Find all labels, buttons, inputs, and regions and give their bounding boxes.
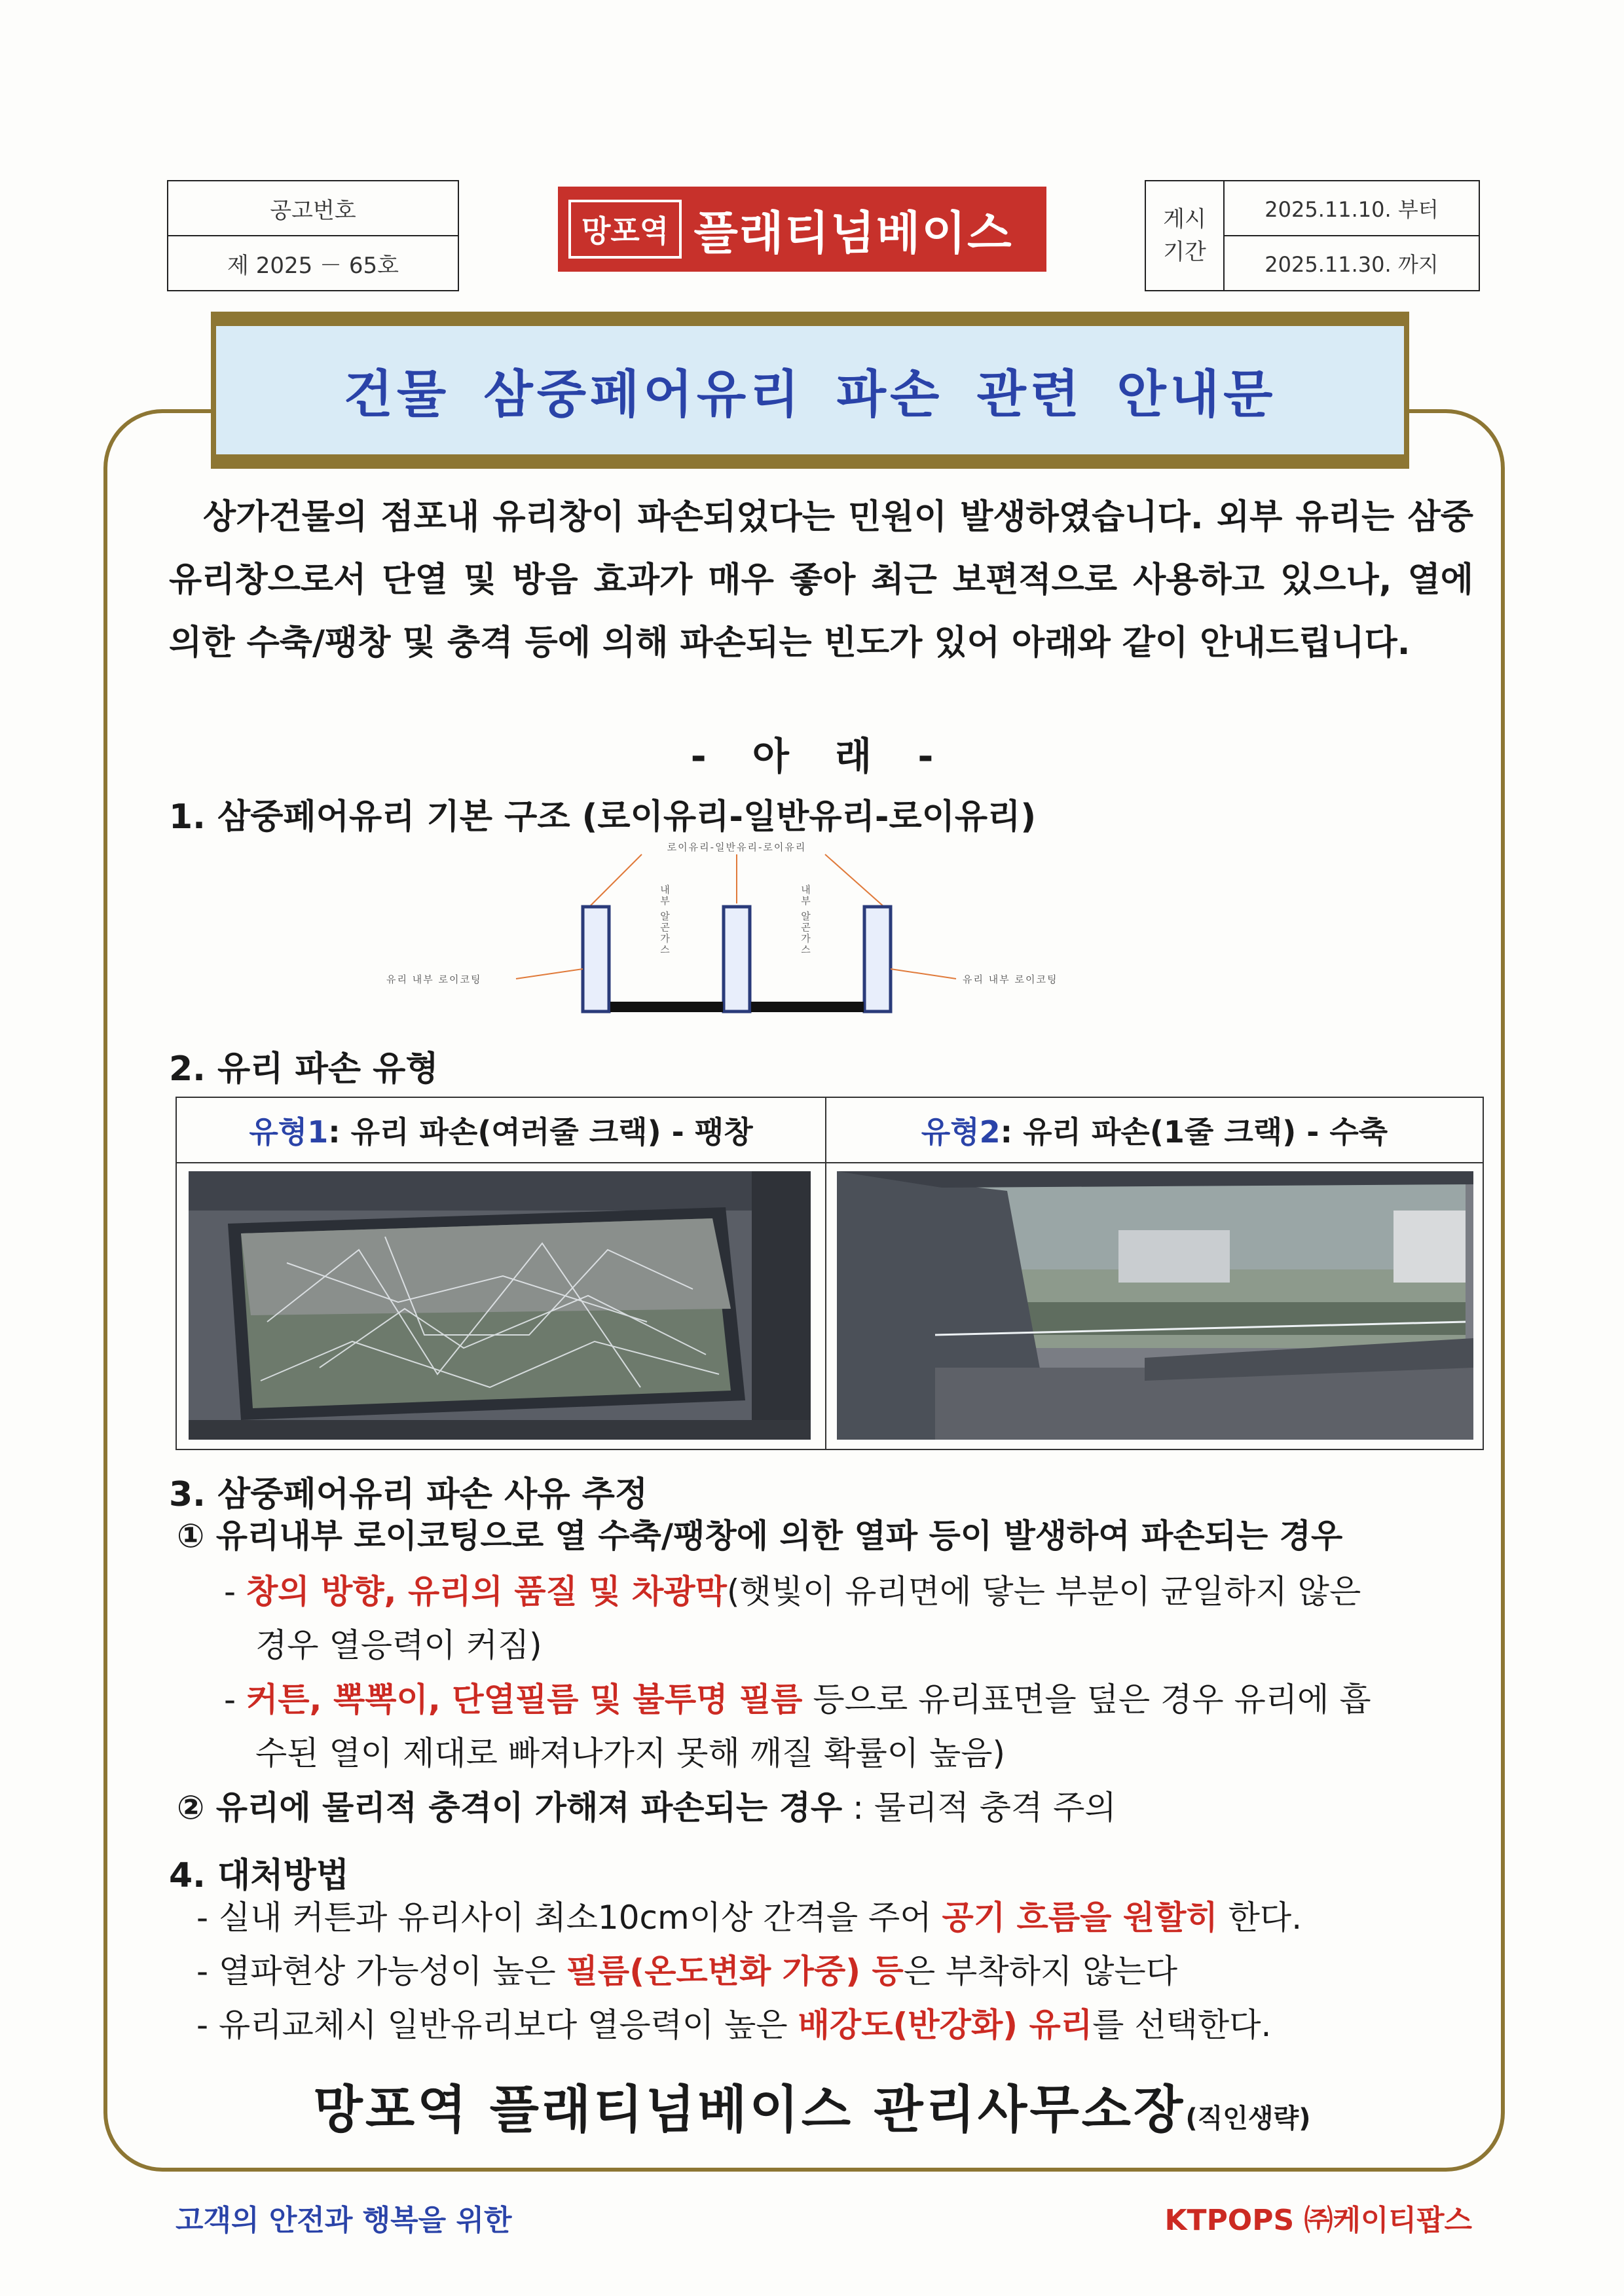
- action-2-highlight: 필름(온도변화 가중) 등: [566, 1952, 904, 1990]
- cause-sub-1: - 창의 방향, 유리의 품질 및 차광막(햇빛이 유리면에 닿는 부분이 균일하지 않은: [224, 1573, 1361, 1611]
- notice-number-value: 제 2025 － 65호: [227, 252, 399, 279]
- posting-period-label-1: 게시: [1163, 206, 1206, 232]
- logo-brand-name: 플래티넘베이스: [693, 206, 1013, 260]
- type1-crack-photo: [189, 1171, 811, 1440]
- cause-sub-2-highlight: 커튼, 뽁뽁이, 단열필름 및 불투명 필름: [246, 1681, 803, 1719]
- action-2: - 열파현상 가능성이 높은 필름(온도변화 가중) 등은 부착하지 않는다: [196, 1952, 1178, 1990]
- type2-text: : 유리 파손(1줄 크랙) - 수축: [1000, 1114, 1388, 1150]
- document-title: 건물 삼중페어유리 파손 관련 안내문: [343, 365, 1277, 424]
- argon-gas-label-right: 내부 알곤가스: [800, 884, 811, 956]
- type1-text: : 유리 파손(여러줄 크랙) - 팽창: [328, 1114, 753, 1150]
- logo-station-name: 망포역: [568, 200, 682, 259]
- notice-number-label: 공고번호: [168, 181, 458, 236]
- cause-item-2: ② 유리에 물리적 충격이 가해져 파손되는 경우 : 물리적 충격 주의: [177, 1789, 1116, 1827]
- posting-period-box: [1145, 180, 1480, 291]
- cause-sub-1-cont: 경우 열응력이 커짐): [255, 1626, 542, 1664]
- outer-low-e-glass: [583, 907, 609, 1011]
- section4-heading: 4. 대처방법: [169, 1856, 349, 1895]
- inner-low-e-glass: [864, 907, 891, 1011]
- diagram-right-label: 유리 내부 로이코팅: [963, 974, 1058, 985]
- middle-glass: [724, 907, 750, 1011]
- posting-period-label: [1146, 181, 1225, 290]
- action-1: - 실내 커튼과 유리사이 최소10cm이상 간격을 주어 공기 흐름을 원할히 한다.: [196, 1899, 1302, 1937]
- notice-number-box: [167, 180, 459, 291]
- title-banner: [216, 326, 1404, 454]
- posting-period-to: 2025.11.30. 까지: [1264, 252, 1439, 277]
- brand-logo: [558, 187, 1046, 272]
- action-3-highlight: 배강도(반강화) 유리: [798, 2006, 1093, 2044]
- posting-period-from: 2025.11.10. 부터: [1225, 181, 1479, 236]
- posting-period-label-2: 기간: [1163, 239, 1206, 265]
- type1-header: [177, 1098, 825, 1163]
- section1-heading: 1. 삼중페어유리 기본 구조 (로이유리-일반유리-로이유리): [169, 797, 1037, 837]
- action-1-highlight: 공기 흐름을 원할히: [942, 1899, 1218, 1937]
- signature-line: [0, 2069, 1624, 2142]
- cause-sub-1-highlight: 창의 방향, 유리의 품질 및 차광막: [246, 1573, 727, 1611]
- seal-omitted-note: (직인생략): [1185, 2104, 1311, 2134]
- cause-item-1: ① 유리내부 로이코팅으로 열 수축/팽창에 의한 열파 등이 발생하여 파손되는 경우: [177, 1517, 1343, 1555]
- section2-heading: 2. 유리 파손 유형: [169, 1049, 439, 1089]
- argon-gas-label-left: 내부 알곤가스: [659, 884, 671, 956]
- posting-period-dates: [1225, 181, 1479, 290]
- section3-heading: 3. 삼중페어유리 파손 사유 추정: [169, 1475, 648, 1514]
- intro-paragraph: 상가건물의 점포내 유리창이 파손되었다는 민원이 발생하였습니다. 외부 유리는 삼중유리창으로서 단열 및 방음 효과가 매우 좋아 최근 보편적으로 사용하고 있으나, 열에 의한 수축/팽창 및 충격 등에 의해 파손되는 빈도가 있어 아래와 같이 안내드립니다.: [169, 498, 1473, 663]
- signature-text: 망포역 플래티넘베이스 관리사무소장: [313, 2081, 1186, 2140]
- type2-header: [826, 1098, 1483, 1163]
- diagram-top-label: 로이유리-일반유리-로이유리: [667, 841, 807, 853]
- type2-crack-photo: [837, 1171, 1473, 1440]
- damage-type-table: [175, 1097, 1484, 1450]
- cause-sub-2: - 커튼, 뽁뽁이, 단열필름 및 불투명 필름 등으로 유리표면을 덮은 경우 유리에 흡: [224, 1681, 1371, 1719]
- triple-glass-diagram: [367, 841, 1107, 1038]
- diagram-left-label: 유리 내부 로이코팅: [386, 974, 482, 985]
- footer-company: KTPOPS ㈜케이티팝스: [1164, 2204, 1472, 2237]
- cause-sub-2-cont: 수된 열이 제대로 빠져나가지 못해 깨질 확률이 높음): [255, 1734, 1006, 1772]
- footer-slogan: 고객의 안전과 행복을 위한: [175, 2204, 512, 2237]
- type1-tag: 유형1: [249, 1114, 329, 1150]
- type2-tag: 유형2: [921, 1114, 1001, 1150]
- below-heading: - 아 래 -: [690, 734, 934, 778]
- action-3: - 유리교체시 일반유리보다 열응력이 높은 배강도(반강화) 유리를 선택한다.: [196, 2006, 1272, 2044]
